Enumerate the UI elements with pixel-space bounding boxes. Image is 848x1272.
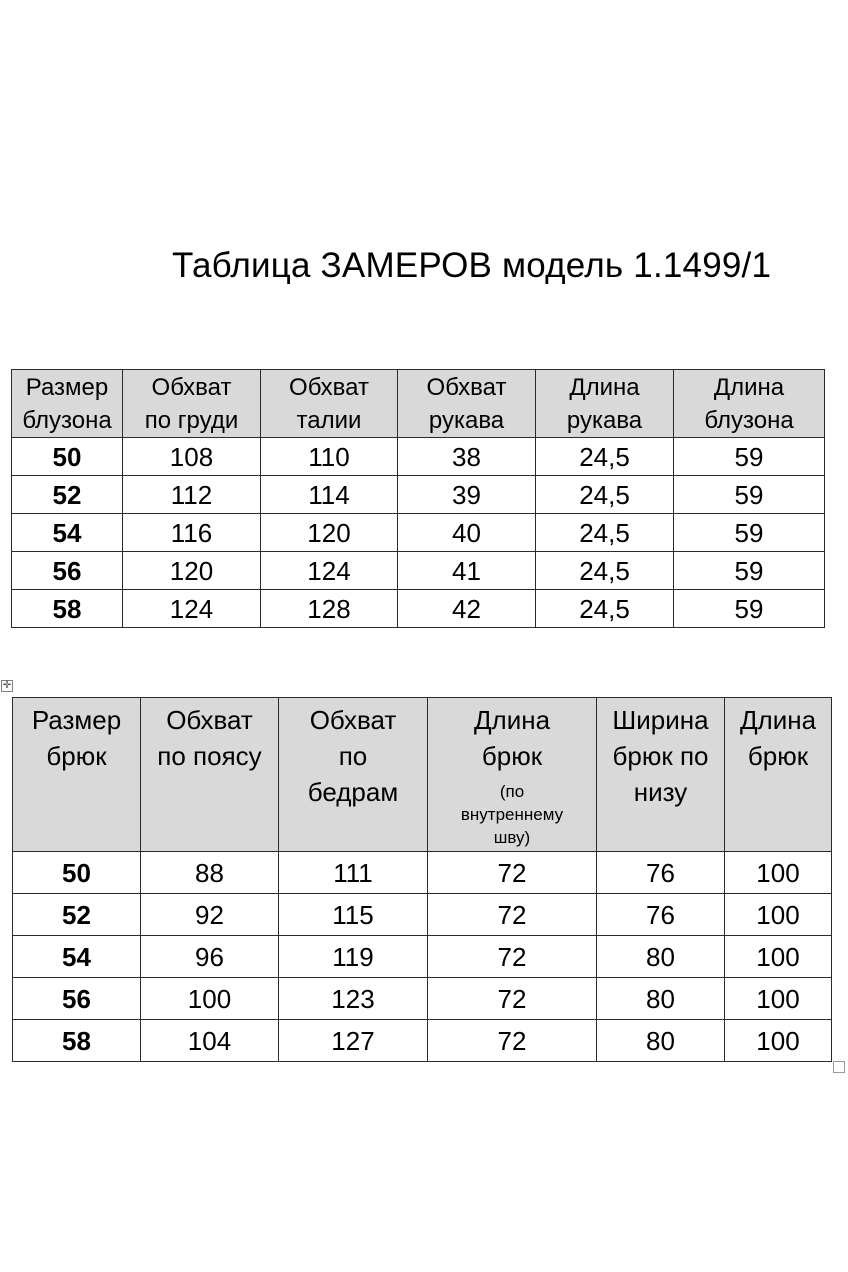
- table-cell: 116: [123, 514, 261, 552]
- header-line: блузона: [704, 406, 794, 434]
- table-row: [12, 476, 825, 514]
- table-row: [12, 438, 825, 476]
- note-line: внутреннему: [460, 805, 564, 824]
- pants-header-hem-width: [597, 698, 725, 852]
- table-row: [13, 978, 832, 1020]
- header-note: [428, 780, 596, 849]
- table-cell: 115: [279, 894, 428, 936]
- header-line: брюк по: [612, 741, 709, 771]
- table-cell: 41: [398, 552, 536, 590]
- table-cell: 59: [674, 552, 825, 590]
- table-row: [12, 590, 825, 628]
- pants-header-length: [725, 698, 832, 852]
- table-cell: 123: [279, 978, 428, 1020]
- header-line: Длина: [473, 705, 551, 735]
- table-cell: 59: [674, 590, 825, 628]
- blouse-header-blouse-length: [674, 370, 825, 438]
- table-row: [13, 852, 832, 894]
- table-row: [12, 514, 825, 552]
- header-line: по поясу: [157, 741, 262, 771]
- size-cell: 52: [13, 894, 141, 936]
- pants-header-waist: [141, 698, 279, 852]
- table-cell: 72: [428, 978, 597, 1020]
- table-cell: 100: [725, 852, 832, 894]
- header-line: талии: [296, 406, 362, 434]
- blouse-header-row: [12, 370, 825, 438]
- header-line: брюк: [747, 741, 809, 771]
- table-cell: 40: [398, 514, 536, 552]
- blouse-header-chest: [123, 370, 261, 438]
- header-line: блузона: [22, 406, 112, 434]
- header-line: Обхват: [426, 373, 507, 401]
- table-cell: 72: [428, 1020, 597, 1062]
- blouse-header-size: [12, 370, 123, 438]
- header-line: Размер: [25, 373, 109, 401]
- blouse-header-waist: [261, 370, 398, 438]
- table-row: [13, 894, 832, 936]
- table-cell: 72: [428, 852, 597, 894]
- table-cell: 112: [123, 476, 261, 514]
- header-line: Длина: [713, 373, 785, 401]
- table-cell: 24,5: [536, 590, 674, 628]
- table-cell: 24,5: [536, 438, 674, 476]
- table-cell: 100: [725, 1020, 832, 1062]
- table-cell: 80: [597, 936, 725, 978]
- size-cell: 54: [12, 514, 123, 552]
- table-cell: 119: [279, 936, 428, 978]
- table-cell: 124: [123, 590, 261, 628]
- table-cell: 111: [279, 852, 428, 894]
- table-cell: 128: [261, 590, 398, 628]
- size-cell: 58: [12, 590, 123, 628]
- table-cell: 42: [398, 590, 536, 628]
- table-cell: 96: [141, 936, 279, 978]
- table-cell: 76: [597, 852, 725, 894]
- table-cell: 108: [123, 438, 261, 476]
- blouse-header-sleeve-girth: [398, 370, 536, 438]
- table-row: [13, 936, 832, 978]
- table-cell: 59: [674, 476, 825, 514]
- header-line: Обхват: [309, 705, 397, 735]
- table-cell: 59: [674, 514, 825, 552]
- header-line: бедрам: [307, 777, 399, 807]
- resize-handle-icon[interactable]: [833, 1061, 845, 1073]
- table-cell: 72: [428, 936, 597, 978]
- header-line: по груди: [144, 406, 239, 434]
- table-cell: 104: [141, 1020, 279, 1062]
- header-line: брюк: [481, 741, 543, 771]
- table-cell: 38: [398, 438, 536, 476]
- header-line: Ширина: [612, 705, 709, 735]
- size-cell: 52: [12, 476, 123, 514]
- header-line: Длина: [739, 705, 817, 735]
- note-line: шву): [493, 828, 531, 847]
- size-cell: 50: [12, 438, 123, 476]
- table-cell: 120: [261, 514, 398, 552]
- pants-header-inseam-length: [428, 698, 597, 852]
- size-cell: 56: [13, 978, 141, 1020]
- table-cell: 80: [597, 978, 725, 1020]
- pants-header-hips: [279, 698, 428, 852]
- table-cell: 76: [597, 894, 725, 936]
- pants-header-row: [13, 698, 832, 852]
- size-cell: 50: [13, 852, 141, 894]
- move-icon[interactable]: ✛: [2, 680, 12, 691]
- table-cell: 110: [261, 438, 398, 476]
- table-cell: 39: [398, 476, 536, 514]
- table-cell: 100: [725, 978, 832, 1020]
- table-cell: 80: [597, 1020, 725, 1062]
- table-row: [12, 552, 825, 590]
- table-cell: 120: [123, 552, 261, 590]
- note-line: (по: [499, 782, 525, 801]
- table-cell: 59: [674, 438, 825, 476]
- blouse-size-table: [11, 369, 825, 628]
- table-cell: 72: [428, 894, 597, 936]
- table-cell: 100: [725, 936, 832, 978]
- document-title: Таблица ЗАМЕРОВ модель 1.1499/1: [172, 246, 772, 285]
- size-cell: 56: [12, 552, 123, 590]
- table-cell: 24,5: [536, 514, 674, 552]
- header-line: Длина: [569, 373, 640, 401]
- header-line: Обхват: [289, 373, 369, 401]
- header-line: брюк: [46, 741, 107, 771]
- table-cell: 88: [141, 852, 279, 894]
- header-line: по: [338, 741, 368, 771]
- table-cell: 100: [141, 978, 279, 1020]
- table-cell: 114: [261, 476, 398, 514]
- blouse-header-sleeve-length: [536, 370, 674, 438]
- table-cell: 124: [261, 552, 398, 590]
- pants-header-size: [13, 698, 141, 852]
- header-line: Обхват: [166, 705, 253, 735]
- table-cell: 127: [279, 1020, 428, 1062]
- table-row: [13, 1020, 832, 1062]
- size-cell: 54: [13, 936, 141, 978]
- header-line: рукава: [566, 406, 643, 434]
- pants-size-table: [12, 697, 832, 1062]
- table-cell: 92: [141, 894, 279, 936]
- header-line: Размер: [31, 705, 122, 735]
- table-cell: 24,5: [536, 476, 674, 514]
- header-line: рукава: [428, 406, 505, 434]
- header-line: Обхват: [151, 373, 232, 401]
- table-cell: 24,5: [536, 552, 674, 590]
- header-line: низу: [633, 777, 688, 807]
- table-cell: 100: [725, 894, 832, 936]
- size-cell: 58: [13, 1020, 141, 1062]
